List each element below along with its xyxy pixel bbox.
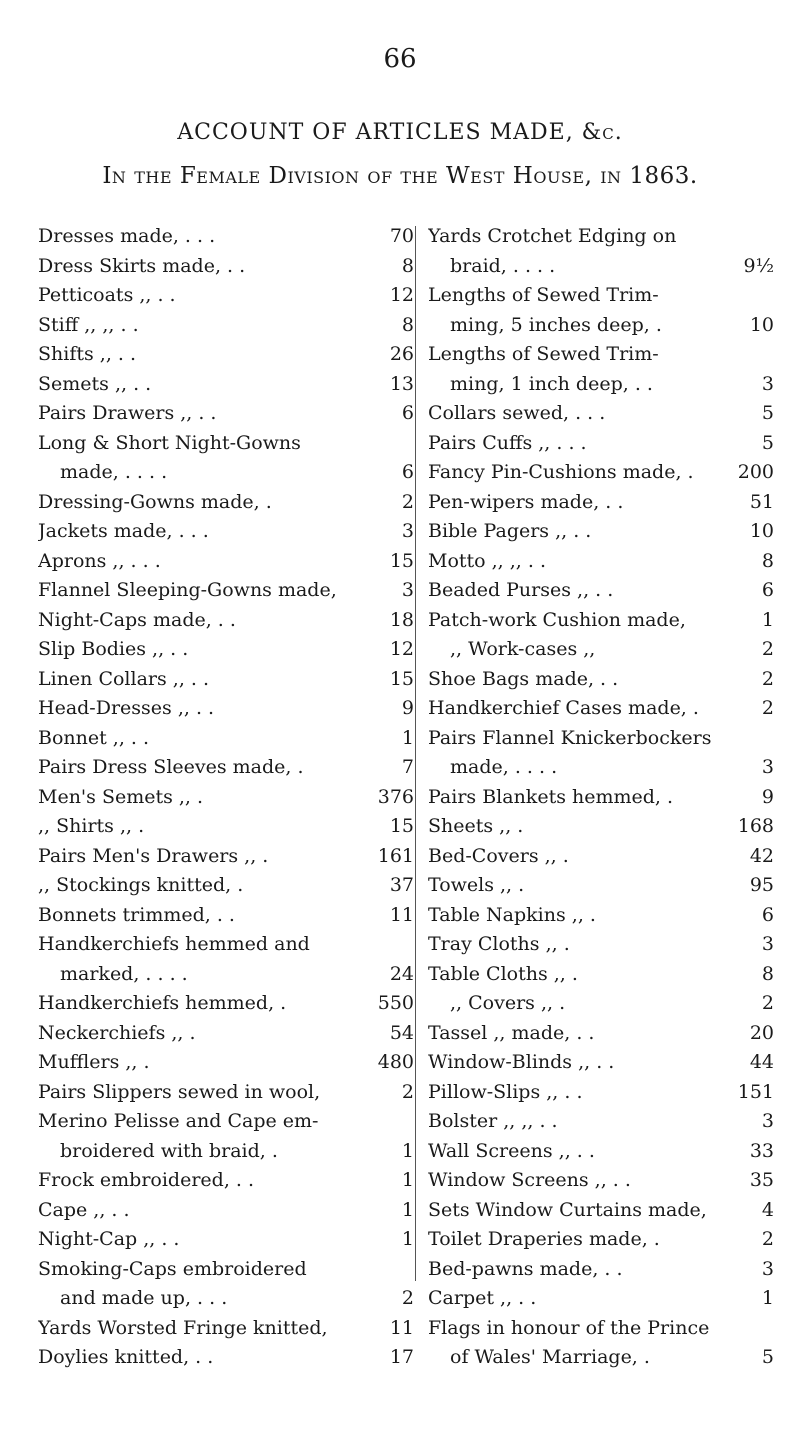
list-item: [428, 724, 774, 754]
item-count: 24: [389, 962, 414, 985]
item-count: 9: [401, 697, 414, 719]
item-count: 1: [401, 1198, 414, 1221]
item-label: Towels ,, .: [428, 874, 525, 896]
list-item: [428, 1019, 774, 1049]
item-count: 35: [749, 1169, 774, 1191]
item-count: 2: [761, 667, 774, 690]
item-label: ming, 1 inch deep, . .: [450, 372, 653, 395]
list-item: [38, 960, 414, 990]
item-label: Sheets ,, .: [428, 815, 524, 837]
item-count: 8: [761, 962, 774, 985]
list-item: [38, 1314, 414, 1344]
list-item: [428, 930, 774, 960]
item-label: Pairs Men's Drawers ,, .: [38, 844, 269, 867]
item-count: 37: [389, 874, 414, 896]
list-item: [38, 989, 414, 1019]
item-count: 13: [389, 372, 414, 395]
item-label: braid, . . . .: [450, 254, 556, 277]
list-item: [428, 1284, 774, 1314]
list-item: [38, 399, 414, 429]
item-label: Dresses made, . . .: [38, 225, 216, 247]
item-label: Doylies knitted, . .: [38, 1346, 214, 1368]
list-item: [38, 517, 414, 547]
item-label: Shoe Bags made, . .: [428, 667, 619, 690]
item-label: Bolster ,, ,, . .: [428, 1110, 558, 1132]
list-item: [428, 812, 774, 842]
item-count: 2: [761, 992, 774, 1014]
item-count: 6: [401, 461, 414, 483]
item-count: 2: [401, 1080, 414, 1103]
item-count: 51: [749, 490, 774, 513]
item-count: 18: [389, 608, 414, 631]
item-count: 3: [761, 1110, 774, 1132]
list-item: [428, 488, 774, 518]
list-item: [38, 488, 414, 518]
item-label: Table Cloths ,, .: [428, 962, 578, 985]
item-label: Pairs Dress Sleeves made, .: [38, 756, 304, 778]
item-label: Pairs Flannel Knickerbockers: [428, 726, 712, 749]
item-label: Lengths of Sewed Trim-: [428, 284, 659, 306]
list-item: [38, 222, 414, 252]
item-count: 1: [761, 1287, 774, 1309]
item-count: 3: [401, 579, 414, 601]
item-label: Flannel Sleeping-Gowns made,: [38, 579, 337, 601]
item-label: Bible Pagers ,, . .: [428, 520, 592, 542]
list-item: [428, 665, 774, 695]
list-item: [38, 311, 414, 341]
page-subtitle: In the Female Division of the West House, in 1863.: [102, 163, 698, 189]
item-count: 1: [401, 1228, 414, 1250]
item-label: and made up, . . .: [60, 1287, 228, 1309]
list-item: [38, 1107, 414, 1137]
item-label: Handkerchiefs hemmed and: [38, 933, 310, 955]
item-label: Dress Skirts made, . .: [38, 254, 246, 277]
item-count: 5: [761, 431, 774, 454]
item-count: 6: [761, 579, 774, 601]
list-item: [38, 930, 414, 960]
item-label: Shifts ,, . .: [38, 343, 137, 365]
item-label: Tassel ,, made, . .: [428, 1021, 595, 1044]
list-item: [428, 989, 774, 1019]
list-item: [38, 1255, 414, 1285]
item-count: 17: [389, 1346, 414, 1368]
item-count: 6: [401, 402, 414, 424]
item-label: Aprons ,, . . .: [38, 549, 161, 572]
item-label: Bonnet ,, . .: [38, 726, 150, 749]
item-count: 5: [761, 402, 774, 424]
item-label: Yards Worsted Fringe knitted,: [38, 1316, 328, 1339]
list-item: [38, 753, 414, 783]
item-label: Petticoats ,, . .: [38, 284, 176, 306]
list-item: [428, 576, 774, 606]
list-item: [428, 517, 774, 547]
list-item: [38, 1343, 414, 1373]
item-label: of Wales' Marriage, .: [450, 1346, 650, 1368]
right-column: [428, 222, 774, 1373]
list-item: [428, 429, 774, 459]
list-item: [428, 399, 774, 429]
list-item: [428, 1078, 774, 1108]
item-label: ,, Work-cases ,,: [450, 638, 596, 660]
item-count: 3: [761, 372, 774, 395]
list-item: [38, 252, 414, 282]
list-item: [428, 1255, 774, 1285]
item-label: Table Napkins ,, .: [428, 903, 596, 926]
item-label: Yards Crotchet Edging on: [428, 225, 677, 247]
list-item: [428, 222, 774, 252]
item-label: Linen Collars ,, . .: [38, 667, 210, 690]
item-label: Pen-wipers made, . .: [428, 490, 624, 513]
item-count: 33: [749, 1139, 774, 1162]
list-item: [38, 871, 414, 901]
item-count: 6: [761, 903, 774, 926]
item-count: 12: [389, 638, 414, 660]
list-item: [38, 635, 414, 665]
item-count: 8: [761, 549, 774, 572]
list-item: [428, 370, 774, 400]
item-label: made, . . . .: [60, 461, 168, 483]
item-label: Pairs Drawers ,, . .: [38, 402, 217, 424]
list-item: [428, 842, 774, 872]
item-count: 1: [401, 1139, 414, 1162]
item-label: Men's Semets ,, .: [38, 785, 204, 808]
item-label: Mufflers ,, .: [38, 1051, 150, 1073]
list-item: [428, 458, 774, 488]
list-item: [38, 812, 414, 842]
column-divider: [415, 226, 416, 1281]
item-label: Sets Window Curtains made,: [428, 1198, 707, 1221]
list-item: [428, 252, 774, 282]
page-title: ACCOUNT OF ARTICLES MADE, &c.: [177, 120, 623, 145]
item-count: 550: [377, 992, 414, 1014]
item-count: 1: [761, 608, 774, 631]
item-count: 54: [389, 1021, 414, 1044]
item-count: 42: [749, 844, 774, 867]
item-label: Long & Short Night-Gowns: [38, 431, 301, 454]
item-label: Window Screens ,, . .: [428, 1169, 631, 1191]
list-item: [38, 576, 414, 606]
left-column: [38, 222, 414, 1373]
list-item: [428, 694, 774, 724]
item-count: 3: [761, 1257, 774, 1280]
item-label: Wall Screens ,, . .: [428, 1139, 595, 1162]
item-label: Motto ,, ,, . .: [428, 549, 546, 572]
list-item: [428, 1343, 774, 1373]
list-item: [38, 1196, 414, 1226]
list-item: [428, 547, 774, 577]
item-label: Pillow-Slips ,, . .: [428, 1080, 583, 1103]
item-label: ,, Covers ,, .: [450, 992, 566, 1014]
item-count: 11: [389, 1316, 414, 1339]
list-item: [428, 606, 774, 636]
item-count: 3: [401, 520, 414, 542]
list-item: [428, 960, 774, 990]
list-item: [38, 783, 414, 813]
item-label: Night-Caps made, . .: [38, 608, 236, 631]
item-count: 2: [401, 1287, 414, 1309]
item-label: Head-Dresses ,, . .: [38, 697, 215, 719]
item-label: Merino Pelisse and Cape em-: [38, 1110, 319, 1132]
list-item: [38, 547, 414, 577]
item-count: 15: [389, 667, 414, 690]
item-label: Window-Blinds ,, . .: [428, 1051, 615, 1073]
item-count: 168: [737, 815, 774, 837]
list-item: [38, 1166, 414, 1196]
item-count: 1: [401, 1169, 414, 1191]
item-label: Night-Cap ,, . .: [38, 1228, 180, 1250]
item-label: Pairs Blankets hemmed, .: [428, 785, 674, 808]
item-label: ming, 5 inches deep, .: [450, 313, 662, 336]
item-count: 15: [389, 549, 414, 572]
item-count: 161: [377, 844, 414, 867]
item-count: 70: [389, 225, 414, 247]
item-label: Semets ,, . .: [38, 372, 152, 395]
list-item: [38, 1078, 414, 1108]
item-label: Neckerchiefs ,, .: [38, 1021, 196, 1044]
list-item: [428, 635, 774, 665]
list-item: [38, 665, 414, 695]
list-item: [428, 753, 774, 783]
list-item: [428, 901, 774, 931]
item-count: 44: [749, 1051, 774, 1073]
list-item: [428, 281, 774, 311]
item-count: 2: [761, 697, 774, 719]
item-count: 20: [749, 1021, 774, 1044]
item-label: made, . . . .: [450, 756, 558, 778]
list-item: [38, 724, 414, 754]
item-label: Bed-Covers ,, .: [428, 844, 569, 867]
item-label: Dressing-Gowns made, .: [38, 490, 272, 513]
item-label: Handkerchiefs hemmed, .: [38, 992, 287, 1014]
item-label: Jackets made, . . .: [38, 520, 209, 542]
list-item: [428, 311, 774, 341]
list-item: [428, 783, 774, 813]
item-count: 376: [377, 785, 414, 808]
item-label: Slip Bodies ,, . .: [38, 638, 189, 660]
item-count: 7: [401, 756, 414, 778]
item-count: 26: [389, 343, 414, 365]
item-label: Handkerchief Cases made, .: [428, 697, 699, 719]
list-item: [428, 1107, 774, 1137]
list-item: [38, 1048, 414, 1078]
item-label: Bed-pawns made, . .: [428, 1257, 623, 1280]
list-item: [428, 1048, 774, 1078]
item-label: Flags in honour of the Prince: [428, 1316, 710, 1339]
item-count: 3: [761, 756, 774, 778]
list-item: [38, 901, 414, 931]
list-item: [38, 1019, 414, 1049]
item-label: Bonnets trimmed, . .: [38, 903, 235, 926]
item-label: Carpet ,, . .: [428, 1287, 537, 1309]
item-count: 95: [749, 874, 774, 896]
item-count: 3: [761, 933, 774, 955]
item-label: Frock embroidered, . .: [38, 1169, 255, 1191]
list-item: [38, 370, 414, 400]
item-label: Stiff ,, ,, . .: [38, 313, 139, 336]
item-count: 8: [401, 313, 414, 336]
list-item: [428, 871, 774, 901]
item-count: 1: [401, 726, 414, 749]
list-item: [38, 606, 414, 636]
item-label: Collars sewed, . . .: [428, 402, 606, 424]
item-label: Cape ,, . .: [38, 1198, 130, 1221]
list-item: [38, 458, 414, 488]
item-label: marked, . . . .: [60, 962, 188, 985]
list-item: [428, 1314, 774, 1344]
list-item: [38, 1284, 414, 1314]
list-item: [428, 1137, 774, 1167]
list-item: [38, 694, 414, 724]
item-count: 15: [389, 815, 414, 837]
item-count: 200: [737, 461, 774, 483]
item-label: Pairs Slippers sewed in wool,: [38, 1080, 321, 1103]
item-label: Pairs Cuffs ,, . . .: [428, 431, 587, 454]
item-label: Lengths of Sewed Trim-: [428, 343, 659, 365]
item-label: Beaded Purses ,, . .: [428, 579, 614, 601]
item-count: 2: [401, 490, 414, 513]
item-count: 2: [761, 1228, 774, 1250]
list-item: [38, 340, 414, 370]
item-count: 12: [389, 284, 414, 306]
item-count: 8: [401, 254, 414, 277]
item-count: 4: [761, 1198, 774, 1221]
list-item: [38, 1137, 414, 1167]
item-count: 5: [761, 1346, 774, 1368]
list-item: [38, 842, 414, 872]
page-number: 66: [383, 44, 417, 74]
item-label: Patch-work Cushion made,: [428, 608, 686, 631]
item-count: 11: [389, 903, 414, 926]
list-item: [428, 1225, 774, 1255]
list-item: [38, 281, 414, 311]
item-label: Toilet Draperies made, .: [428, 1228, 660, 1250]
item-count: 9: [761, 785, 774, 808]
item-label: Fancy Pin-Cushions made, .: [428, 461, 694, 483]
item-count: 480: [377, 1051, 414, 1073]
item-count: 10: [749, 520, 774, 542]
item-label: Tray Cloths ,, .: [428, 933, 570, 955]
item-label: ,, Stockings knitted, .: [38, 874, 244, 896]
list-item: [38, 429, 414, 459]
item-label: Smoking-Caps embroidered: [38, 1257, 307, 1280]
item-count: 151: [737, 1080, 774, 1103]
item-count: 9½: [743, 254, 774, 277]
item-count: 2: [761, 638, 774, 660]
list-item: [428, 1196, 774, 1226]
list-item: [428, 340, 774, 370]
item-label: ,, Shirts ,, .: [38, 815, 145, 837]
list-item: [428, 1166, 774, 1196]
item-count: 10: [749, 313, 774, 336]
list-item: [38, 1225, 414, 1255]
item-label: broidered with braid, .: [60, 1139, 278, 1162]
